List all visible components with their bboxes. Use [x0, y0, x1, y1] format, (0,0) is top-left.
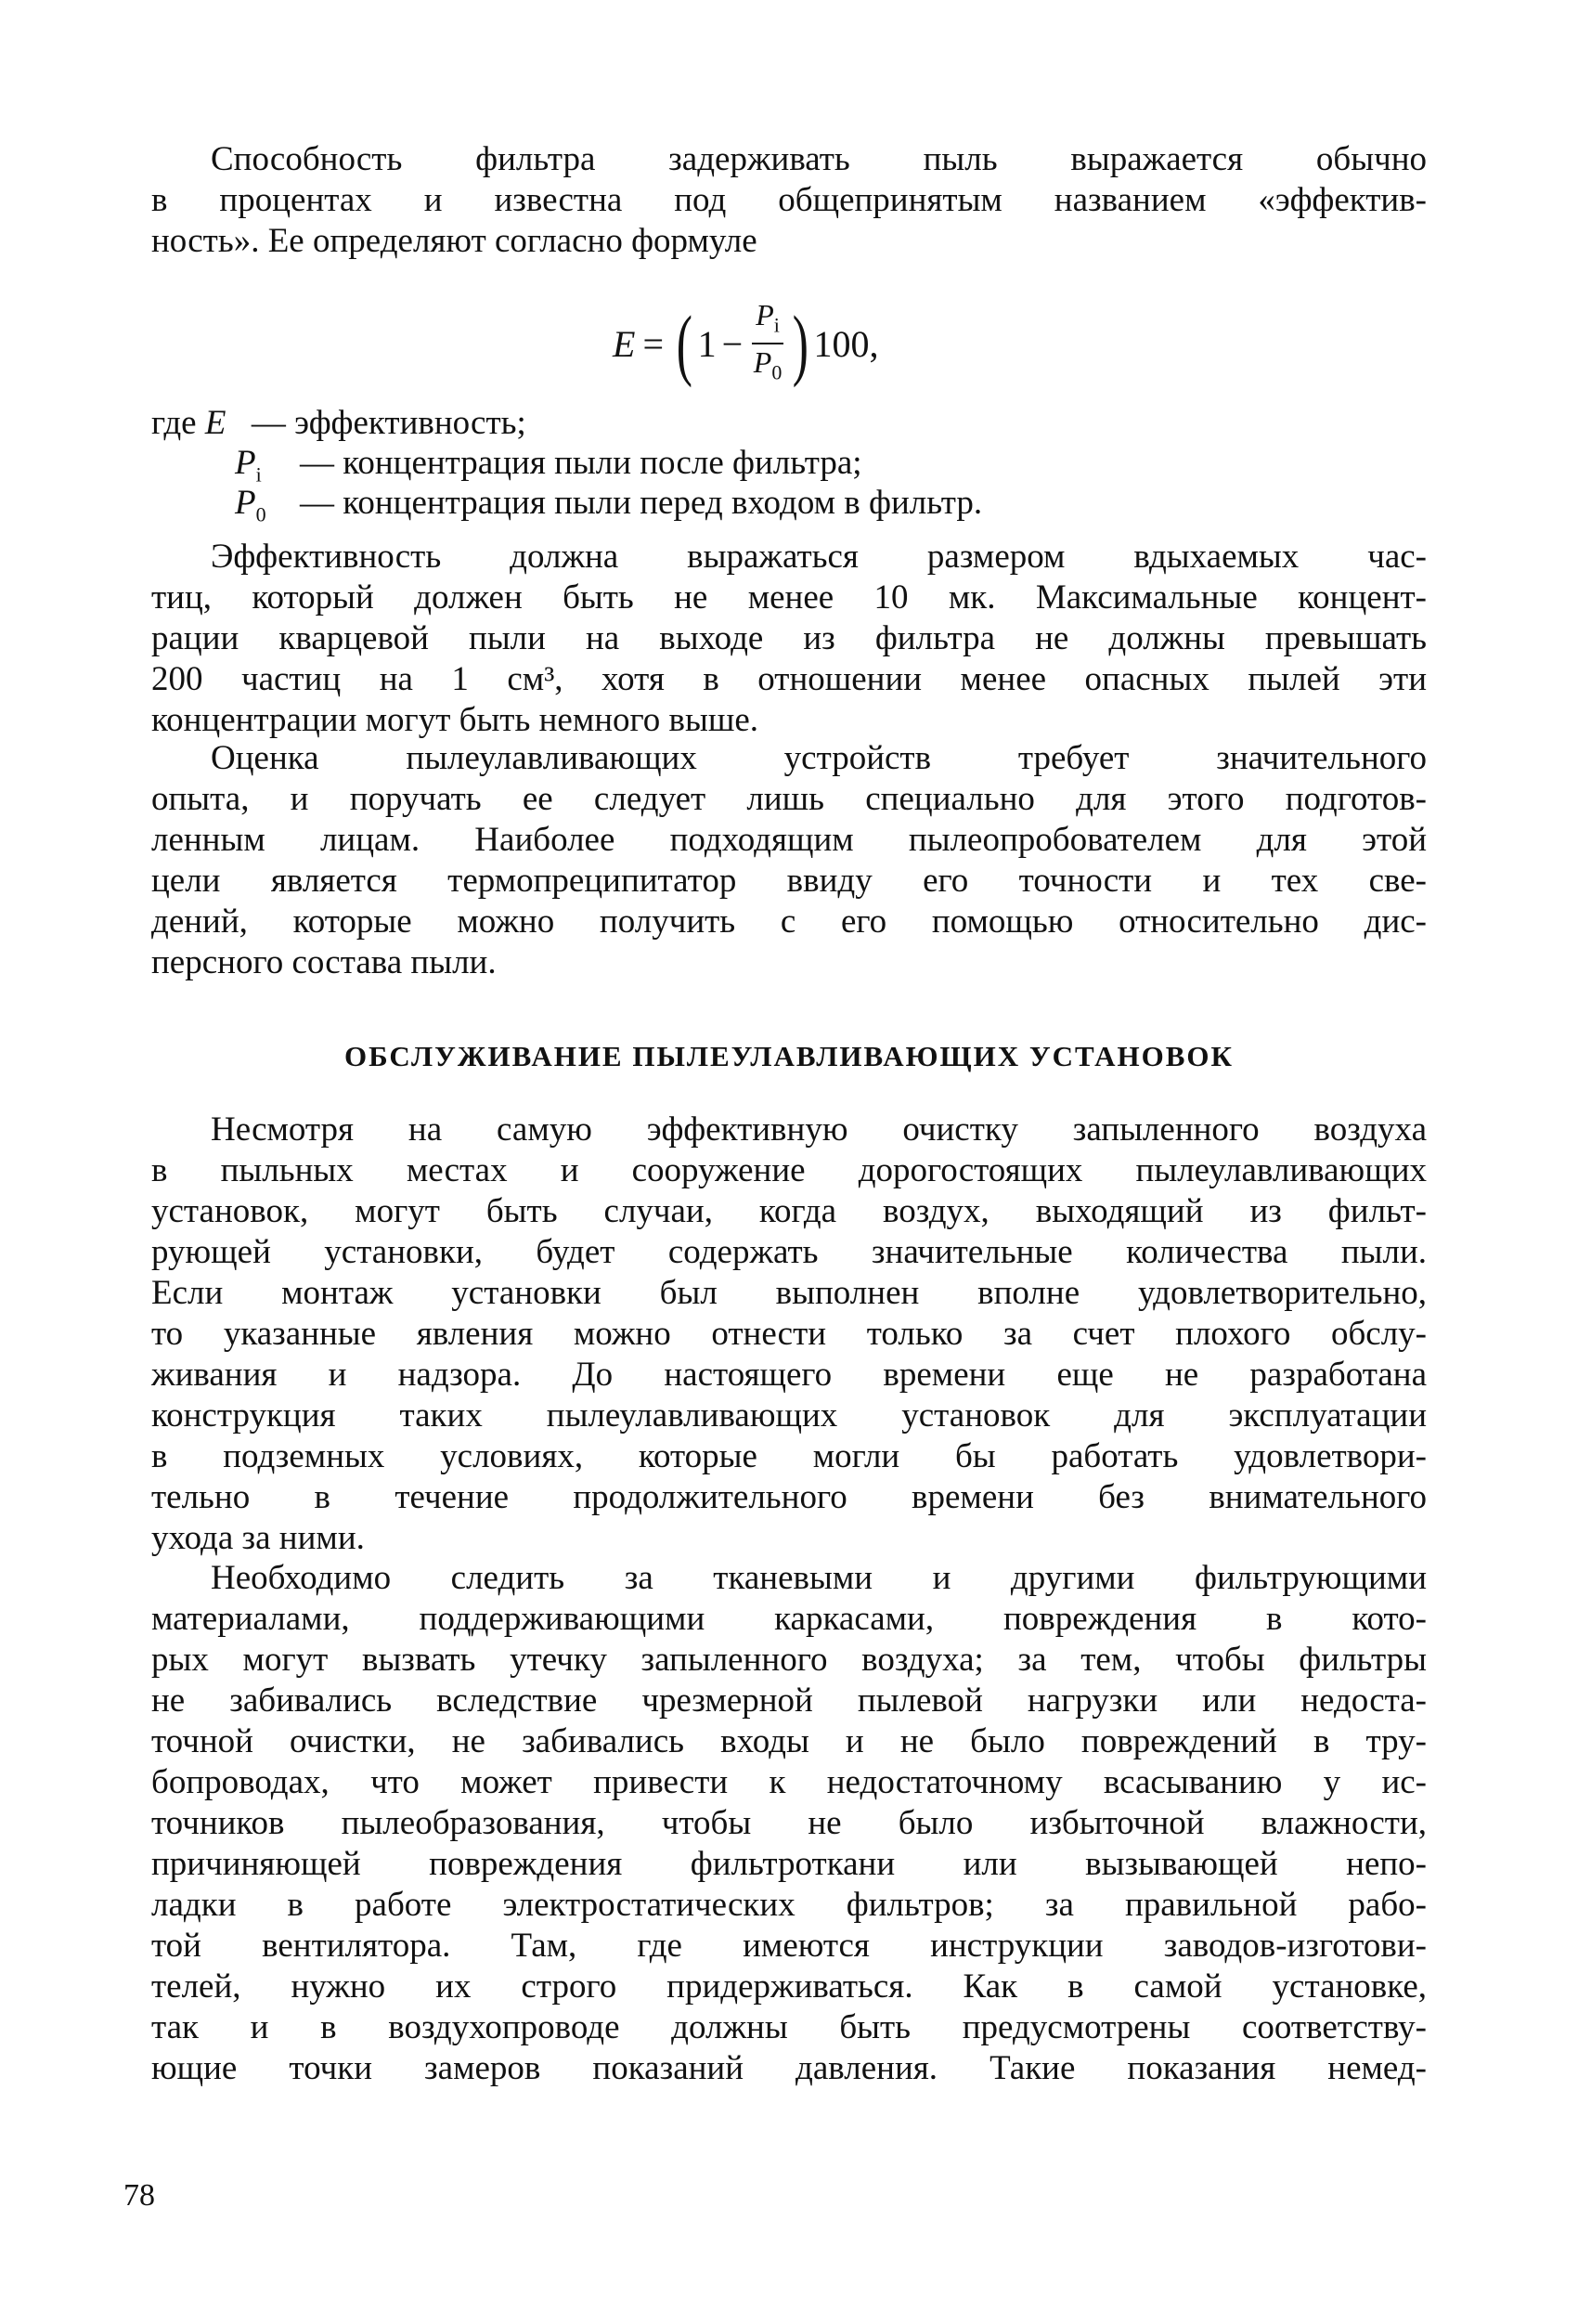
legend-text: — концентрация пыли перед входом в фильтр. — [300, 484, 983, 522]
text-line: Необходимо следить за тканевыми и другими фильтрующими — [211, 1559, 1427, 1597]
formula-legend — [151, 403, 983, 526]
text-line: в пыльных местах и сооружение дорогостоящих пылеулавливающих — [151, 1151, 1427, 1189]
text-line: опыта, и поручать ее следует лишь специально для этого подготов- — [151, 780, 1427, 818]
legend-symbol: $P_0$ — [235, 484, 266, 526]
legend-prefix: где — [151, 404, 205, 442]
text-line: не забивались вследствие чрезмерной пылевой нагрузки или недоста- — [151, 1681, 1427, 1720]
text-line: тельно в течение продолжительного времени без внимательного — [151, 1478, 1427, 1516]
paragraph-maintenance-intro — [151, 1110, 1427, 1559]
text-line: точников пылеобразования, чтобы не было избыточной влажности, — [151, 1804, 1427, 1842]
left-paren-icon: ( — [676, 299, 692, 388]
text-line: той вентилятора. Там, где имеются инструкции заводов-изготови- — [151, 1927, 1427, 1965]
formula-fraction — [752, 297, 783, 391]
formula-equals: = — [642, 322, 664, 365]
text-line: установок, могут быть случаи, когда воздух, выходящий из фильт- — [151, 1192, 1427, 1230]
text-line: концентрации могут быть немного выше. — [151, 701, 759, 739]
text-line: ность». Ее определяют согласно формуле — [151, 222, 757, 260]
text-line: персного состава пыли. — [151, 943, 497, 981]
legend-text: — концентрация пыли после фильтра; — [300, 444, 862, 482]
legend-symbol: $P_i$ — [235, 444, 262, 487]
text-line: так и в воздухопроводе должны быть предусмотрены соответству- — [151, 2008, 1427, 2046]
legend-symbol: E — [204, 404, 226, 442]
paragraph-evaluation — [151, 738, 1427, 983]
text-line: телей, нужно их строго придерживаться. Как в самой установке, — [151, 1967, 1427, 2006]
paragraph-filter-efficiency — [151, 139, 1427, 262]
legend-row — [151, 443, 982, 487]
text-line: Если монтаж установки был выполнен вполне удовлетворительно, — [151, 1274, 1427, 1312]
right-paren-icon: ) — [792, 299, 808, 388]
text-line: ладки в работе электростатических фильтров; за правильной рабо- — [151, 1886, 1427, 1924]
numerator-subscript: i — [773, 313, 780, 336]
fraction-numerator: P — [756, 297, 774, 331]
text-line: то указанные явления можно отнести только за счет плохого обслу- — [151, 1315, 1427, 1353]
efficiency-formula — [613, 299, 879, 388]
formula-factor: 100, — [813, 322, 879, 365]
text-line: рующей установки, будет содержать значительные количества пыли. — [151, 1233, 1427, 1271]
text-line: Несмотря на самую эффективную очистку запыленного воздуха — [211, 1110, 1427, 1149]
section-heading: ОБСЛУЖИВАНИЕ ПЫЛЕУЛАВЛИВАЮЩИХ УСТАНОВОК — [343, 1040, 1235, 1072]
paragraph-maintenance-checks — [151, 1558, 1427, 2089]
text-line: Эффективность должна выражаться размером вдыхаемых час- — [211, 538, 1427, 576]
text-line: дений, которые можно получить с его помощью относительно дис- — [151, 902, 1427, 941]
fraction-denominator: P — [753, 345, 772, 379]
text-line: конструкция таких пылеулавливающих установок для эксплуатации — [151, 1396, 1427, 1435]
text-line: рых могут вызвать утечку запыленного воздуха; за тем, чтобы фильтры — [151, 1641, 1427, 1679]
text-line: цели является термопреципитатор ввиду его точности и тех све- — [151, 862, 1427, 900]
text-line: Способность фильтра задерживать пыль выражается обычно — [211, 140, 1427, 178]
text-line: Оценка пылеулавливающих устройств требует значительного — [211, 739, 1427, 777]
text-line: живания и надзора. До настоящего времени еще не разработана — [151, 1356, 1427, 1394]
formula-lhs: E — [613, 322, 636, 365]
formula-minus: − — [721, 322, 744, 365]
denominator-subscript: 0 — [771, 360, 783, 384]
text-line: ющие точки замеров показаний давления. Такие показания немед- — [151, 2049, 1427, 2087]
text-line: тиц, который должен быть не менее 10 мк. Максимальные концент- — [151, 578, 1427, 617]
text-line: в подземных условиях, которые могли бы работать удовлетвори- — [151, 1437, 1427, 1475]
text-line: материалами, поддерживающими каркасами, повреждения в кото- — [151, 1600, 1427, 1638]
text-line: 200 частиц на 1 см³, хотя в отношении менее опасных пылей эти — [151, 660, 1427, 698]
legend-text: — эффективность; — [251, 404, 526, 442]
page-number: 78 — [123, 2178, 155, 2213]
text-line: точной очистки, не забивались входы и не было повреждений в тру- — [151, 1722, 1427, 1760]
paragraph-efficiency-requirements — [151, 537, 1427, 741]
text-line: причиняющей повреждения фильтроткани или вызывающей непо- — [151, 1845, 1427, 1883]
text-line: в процентах и известна под общепринятым названием «эффектив- — [151, 181, 1427, 219]
formula-one: 1 — [697, 322, 717, 365]
text-line: бопроводах, что может привести к недостаточному всасыванию у ис- — [151, 1763, 1427, 1801]
legend-row — [151, 483, 983, 526]
text-line: ухода за ними. — [151, 1519, 365, 1557]
legend-row — [151, 403, 982, 443]
text-line: рации кварцевой пыли на выходе из фильтра не должны превышать — [151, 619, 1427, 657]
text-line: ленным лицам. Наиболее подходящим пылеопробователем для этой — [151, 821, 1427, 859]
